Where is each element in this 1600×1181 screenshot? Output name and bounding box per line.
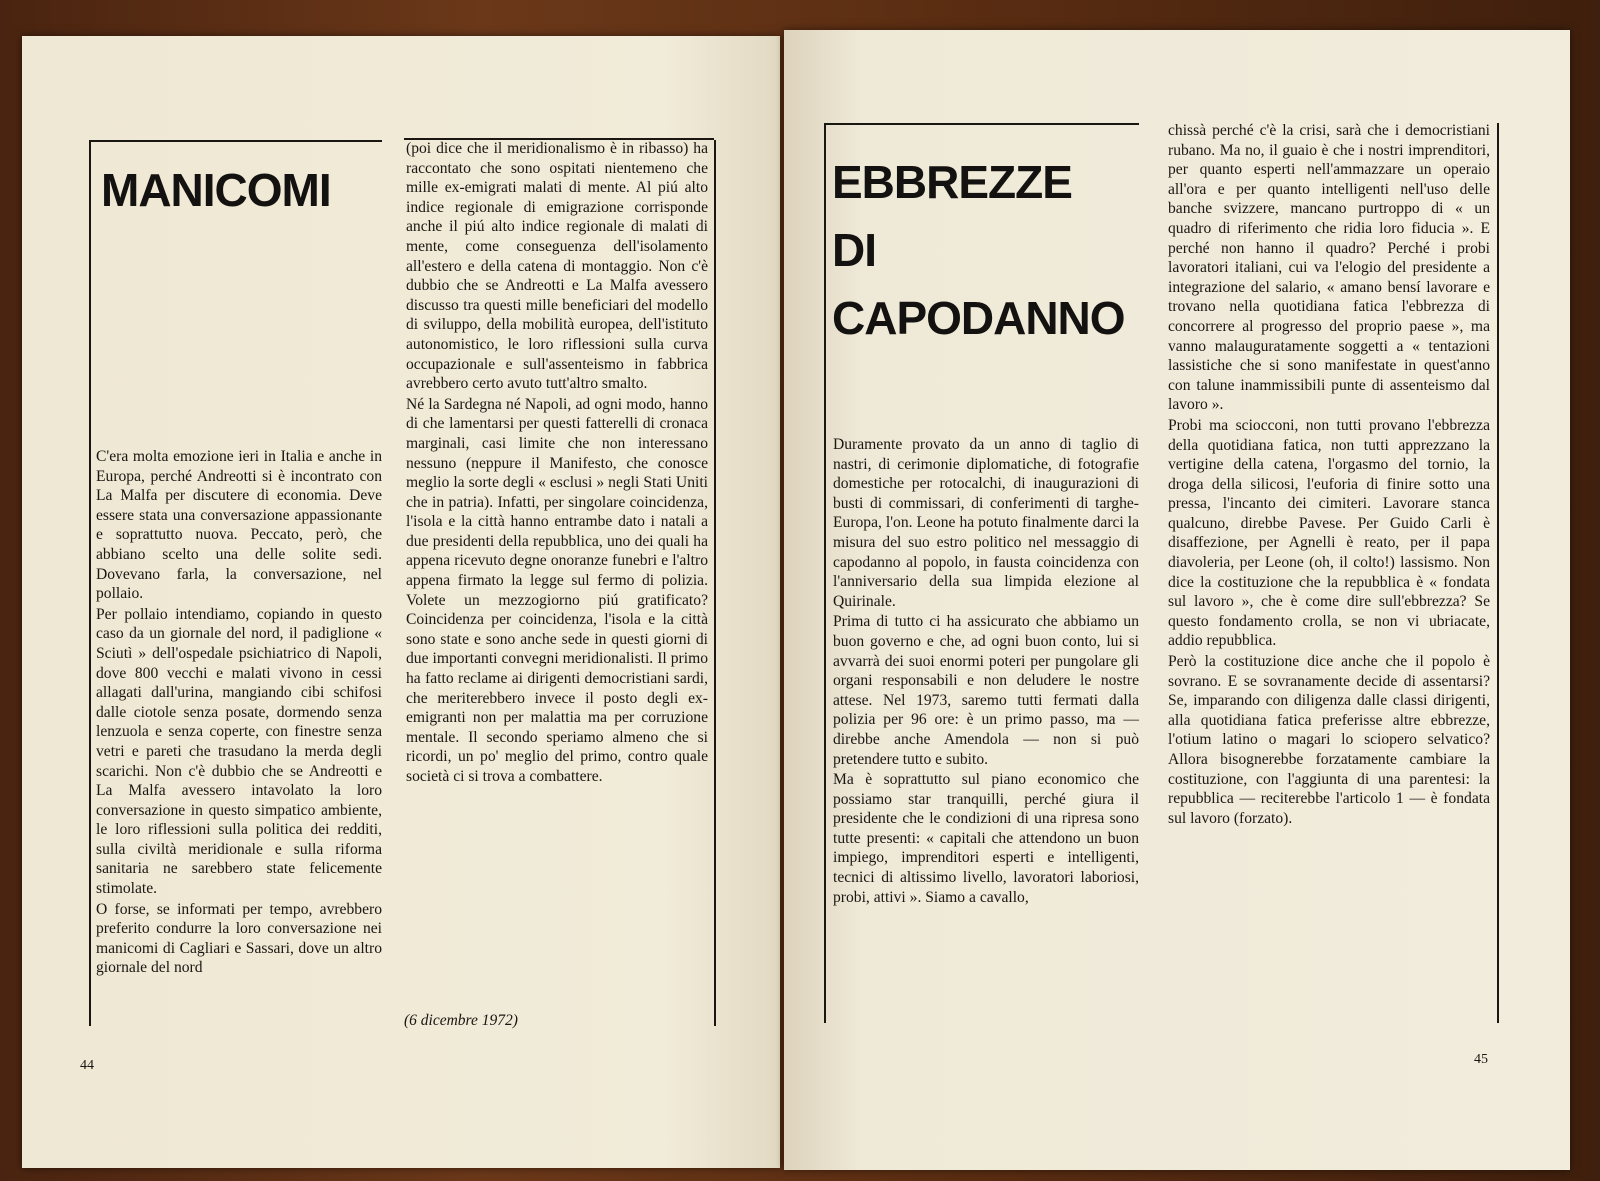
paragraph: chissà perché c'è la crisi, sarà che i democristiani rubano. Ma no, il guaio è che i nostri imprenditori, per quanto esperti nell'ammazzare un operaio all'ora e per quanto intelligenti nell'uso delle banche svizzere, mancano purtroppo di « un quadro di riferimento che ridia loro fiducia ». E perché non hanno il quadro? Perché i probi lavoratori italiani, cui va l'elogio del presidente a integrazione del salario, « amano bensí lavorare e trovano nella quotidiana fatica l'ebbrezza di concorrere al progresso del proprio paese », ma vanno malauguratamente soggetti a « tentazioni lassistiche che si sono manifestate in quest'anno con talune inammissibili punte di assenteismo dal lavoro ». xyxy=(1168,122,1490,414)
paragraph: Prima di tutto ci ha assicurato che abbiamo un buon governo e che, ad ogni buon conto, lui si avvarrà dei suoi enormi poteri per pungolare gli organi responsabili e non deludere le nostre attese. Nel 1973, saremo tutti fermati dalla polizia per 96 ore: è un primo passo, ma — direbbe anche Amendola — non si può pretendere tutto e subito. xyxy=(833,613,1139,768)
right-title-rule xyxy=(825,123,1139,125)
paragraph: Né la Sardegna né Napoli, ad ogni modo, hanno di che lamentarsi per questi fatterelli di cronaca marginali, casi limite che non interessano nessuno (neppure il Manifesto, che conosce meglio la sorte degli « esclusi » negli Stati Uniti che in patria). Infatti, per singolare coincidenza, l'isola e la città hanno entrambe dato i natali a due presidenti della repubblica, uno dei quali ha appena ricevuto degne onoranze funebri e l'altro appena firmato la legge sul fermo di polizia. Volete un mezzogiorno piú gratificato? Coincidenza per coincidenza, l'isola e la città sono state e sono anche sede in questi giorni di due importanti convegni meridionalisti. Il primo ha fatto reclame ai dirigenti democristiani sardi, che meriterebbero invece il posto degli ex-emigranti non per malattia ma per corruzione mentale. Il secondo speriamo almeno che si ricordi, un po' meglio del primo, contro quale società ci si trova a combattere. xyxy=(406,395,708,785)
right-column-1 xyxy=(833,435,1139,908)
page-number-left: 44 xyxy=(80,1058,94,1073)
left-title-rule xyxy=(90,140,382,142)
left-column-rule xyxy=(714,140,716,1026)
right-column-rule xyxy=(1497,123,1499,1023)
title-line: DI xyxy=(832,224,876,276)
left-frame-rule xyxy=(89,140,91,1026)
title-line: CAPODANNO xyxy=(832,292,1125,344)
article-date: (6 dicembre 1972) xyxy=(404,1012,518,1029)
left-column-2 xyxy=(406,139,708,788)
paragraph: Per pollaio intendiamo, copiando in questo caso da un giornale del nord, il padiglione « Sciutì » dell'ospedale psichiatrico di Napoli, dove 800 vecchi e malati vivono in cessi allagati dall'urina, mangiando cibi schifosi dalle ciotole senza posate, dormendo senza lenzuola e senza coperte, con finestre senza vetri e pareti che trasudano la merda degli scarichi. Non c'è dubbio che se Andreotti e La Malfa avessero intavolato la loro conversazione in questo simpatico ambiente, le loro riflessioni sulla politica dei redditi, sulla civiltà meridionale e sulla riforma sanitaria ne sarebbero state felicemente stimolate. xyxy=(96,605,382,898)
right-frame-rule xyxy=(824,123,826,1023)
paragraph: C'era molta emozione ieri in Italia e anche in Europa, perché Andreotti si è incontrato con La Malfa per discutere di economia. Deve essere stata una conversazione appassionante e soprattutto nuova. Peccato, però, che abbiano scelto una delle solite sedi. Dovevano farla, la conversazione, nel pollaio. xyxy=(96,448,382,603)
title-line: EBBREZZE xyxy=(832,156,1072,208)
left-column-1 xyxy=(96,447,382,979)
paragraph: Però la costituzione dice anche che il popolo è sovrano. E se sovranamente decide di assentarsi? Se, imparando con diligenza dalle classi dirigenti, alla quotidiana fatica preferisse altre ebbrezze, l'otium latino o magari lo sciopero selvatico? Allora bisognerebbe forzatamente cambiare la costituzione, con l'aggiunta di una parentesi: la repubblica — reciterebbe l'articolo 1 — è fondata sul lavoro (forzato). xyxy=(1168,653,1490,827)
paragraph: O forse, se informati per tempo, avrebbero preferito condurre la loro conversazione nei manicomi di Cagliari e Sassari, dove un altro giornale del nord xyxy=(96,900,382,977)
paragraph: (poi dice che il meridionalismo è in ribasso) ha raccontato che sono ospitati nientemeno che mille ex-emigrati malati di mente. Al piú alto indice regionale di emigrazione corrisponde anche il piú alto indice regionale di malati di mente, come conseguenza dell'isolamento all'estero e della catena di montaggio. Non c'è dubbio che se Andreotti e La Malfa avessero discusso tra questi mille beneficiari del modello di sviluppo, della mobilità europea, dell'istituto autonomistico, le loro riflessioni sulla curva occupazionale e sull'assenteismo in fabbrica avrebbero certo avuto tutt'altro smalto. xyxy=(406,140,708,393)
right-column-2 xyxy=(1168,121,1490,829)
paragraph: Probi ma sciocconi, non tutti provano l'ebbrezza della quotidiana fatica, non tutti apprezzano la vertigine della catena, l'orgasmo del tornio, la droga della silicosi, l'euforia di finire sotto una pressa, l'incanto dei cimiteri. Lavorare stanca qualcuno, direbbe Pavese. Per Guido Carli è disaffezione, per Agnelli è reato, per il papa diavoleria, per Leone (oh, il colto!) lassismo. Non dice la costituzione che la repubblica è « fondata sul lavoro », che è come dire sull'ebbrezza? Se questo fondamento crolla, se non vi ubriacate, addio repubblica. xyxy=(1168,416,1490,650)
page-title-manicomi: MANICOMI xyxy=(101,164,331,216)
page-title-ebbrezze xyxy=(832,148,1125,352)
paragraph: Ma è soprattutto sul piano economico che possiamo star tranquilli, perché giura il presidente che le condizioni di una ripresa sono tutte presenti: « capitali che attendono un buon impiego, imprenditori esperti e intelligenti, tecnici di altissimo livello, lavoratori laboriosi, probi, attivi ». Siamo a cavallo, xyxy=(833,771,1139,906)
paragraph: Duramente provato da un anno di taglio di nastri, di cerimonie diplomatiche, di fotografie domestiche per rotocalchi, di inaugurazioni di busti di commissari, di conferimenti di targhe-Europa, l'on. Leone ha potuto finalmente darci la misura del suo estro politico nel messaggio di capodanno al popolo, in fausta coincidenza con l'anniversario della sua limpida elezione al Quirinale. xyxy=(833,436,1139,610)
page-number-right: 45 xyxy=(1474,1052,1488,1067)
